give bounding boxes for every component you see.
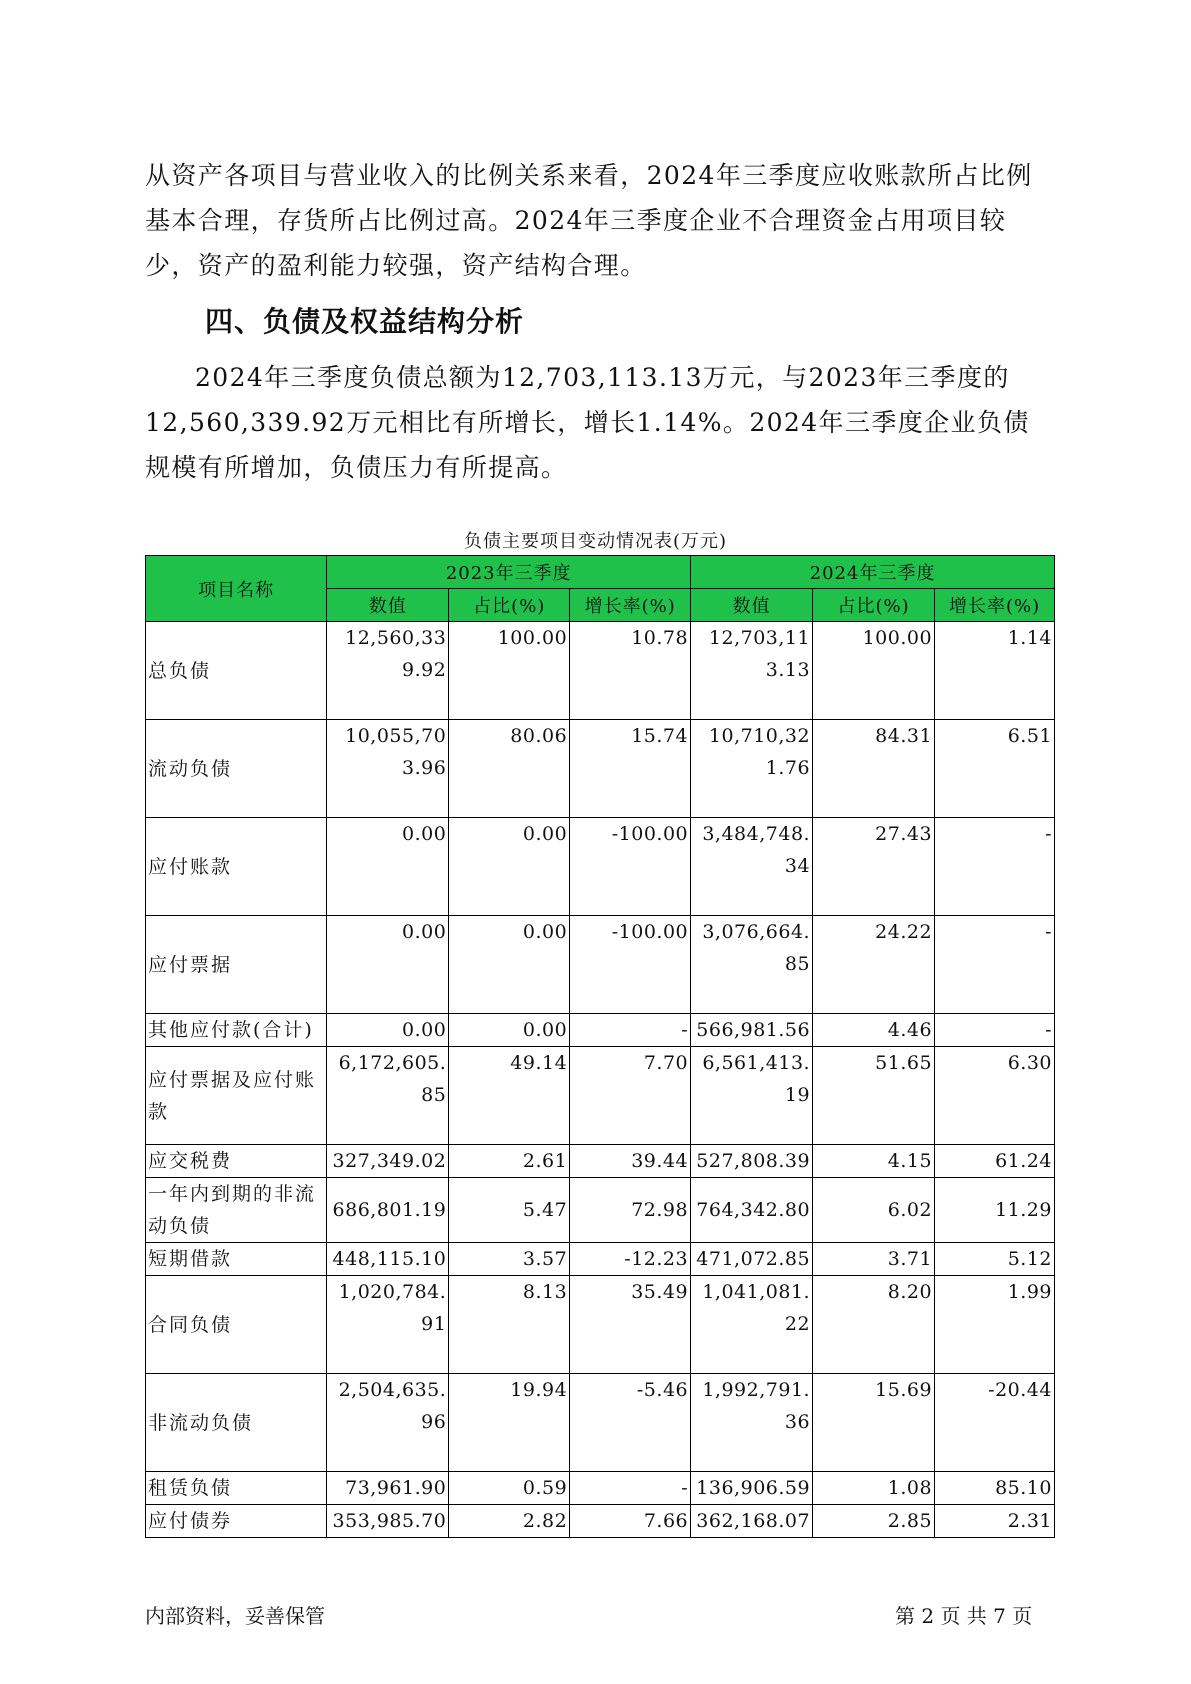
footer-confidential-note: 内部资料，妥善保管 <box>145 1604 325 1628</box>
value-2023: 448,115.10 <box>327 1243 449 1276</box>
growth-2023: 15.74 <box>570 720 691 818</box>
value-2023: 0.00 <box>327 916 449 1014</box>
value-2024: 566,981.56 <box>691 1014 813 1047</box>
value-2023: 1,020,784.91 <box>327 1276 449 1374</box>
value-2023: 353,985.70 <box>327 1505 449 1538</box>
value-2024: 136,906.59 <box>691 1472 813 1505</box>
row-label: 一年内到期的非流动负债 <box>146 1178 327 1243</box>
growth-2023: - <box>570 1472 691 1505</box>
share-2024: 2.85 <box>813 1505 935 1538</box>
table-row <box>146 1178 1055 1243</box>
header-item-name: 项目名称 <box>146 556 327 622</box>
paragraph-liability-summary: 2024年三季度负债总额为12,703,113.13万元，与2023年三季度的12,560,339.92万元相比有所增长，增长1.14%。2024年三季度企业负债规模有所增加，负债压力有所提高。 <box>145 363 1030 482</box>
table-row <box>146 1014 1055 1047</box>
value-2024: 1,041,081.22 <box>691 1276 813 1374</box>
footer-page-number: 第 2 页 共 7 页 <box>895 1604 1033 1628</box>
growth-2023: -5.46 <box>570 1374 691 1472</box>
row-label: 应付票据及应付账款 <box>146 1047 327 1145</box>
share-2024: 51.65 <box>813 1047 935 1145</box>
share-2024: 4.15 <box>813 1145 935 1178</box>
table-row <box>146 1505 1055 1538</box>
value-2024: 3,484,748.34 <box>691 818 813 916</box>
row-label: 总负债 <box>146 622 327 720</box>
value-2024: 3,076,664.85 <box>691 916 813 1014</box>
row-label: 应付票据 <box>146 916 327 1014</box>
row-label: 应交税费 <box>146 1145 327 1178</box>
row-label: 流动负债 <box>146 720 327 818</box>
value-2023: 6,172,605.85 <box>327 1047 449 1145</box>
share-2024: 100.00 <box>813 622 935 720</box>
header-share-2023: 占比(%) <box>449 589 570 622</box>
growth-2024: - <box>935 916 1055 1014</box>
growth-2023: 10.78 <box>570 622 691 720</box>
value-2023: 12,560,339.92 <box>327 622 449 720</box>
table-caption: 负债主要项目变动情况表(万元) <box>463 531 728 552</box>
share-2023: 2.82 <box>449 1505 570 1538</box>
share-2024: 4.46 <box>813 1014 935 1047</box>
row-label: 其他应付款(合计) <box>146 1014 327 1047</box>
growth-2023: -100.00 <box>570 916 691 1014</box>
table-row <box>146 1374 1055 1472</box>
share-2024: 1.08 <box>813 1472 935 1505</box>
share-2023: 19.94 <box>449 1374 570 1472</box>
share-2024: 3.71 <box>813 1243 935 1276</box>
growth-2024: 11.29 <box>935 1178 1055 1243</box>
growth-2024: 1.99 <box>935 1276 1055 1374</box>
share-2023: 100.00 <box>449 622 570 720</box>
header-growth-2024: 增长率(%) <box>935 589 1055 622</box>
table-row <box>146 622 1055 720</box>
table-row <box>146 1047 1055 1145</box>
share-2023: 0.00 <box>449 818 570 916</box>
share-2023: 5.47 <box>449 1178 570 1243</box>
value-2024: 527,808.39 <box>691 1145 813 1178</box>
table-row <box>146 1243 1055 1276</box>
value-2023: 10,055,703.96 <box>327 720 449 818</box>
share-2023: 49.14 <box>449 1047 570 1145</box>
row-label: 应付账款 <box>146 818 327 916</box>
growth-2024: 61.24 <box>935 1145 1055 1178</box>
row-label: 非流动负债 <box>146 1374 327 1472</box>
growth-2024: 1.14 <box>935 622 1055 720</box>
growth-2023: 72.98 <box>570 1178 691 1243</box>
growth-2024: - <box>935 1014 1055 1047</box>
growth-2024: 85.10 <box>935 1472 1055 1505</box>
value-2024: 6,561,413.19 <box>691 1047 813 1145</box>
growth-2023: - <box>570 1014 691 1047</box>
table-row <box>146 916 1055 1014</box>
value-2024: 1,992,791.36 <box>691 1374 813 1472</box>
share-2023: 8.13 <box>449 1276 570 1374</box>
growth-2023: 7.66 <box>570 1505 691 1538</box>
table-row <box>146 818 1055 916</box>
share-2023: 80.06 <box>449 720 570 818</box>
value-2023: 0.00 <box>327 818 449 916</box>
growth-2024: 6.51 <box>935 720 1055 818</box>
share-2024: 27.43 <box>813 818 935 916</box>
share-2024: 84.31 <box>813 720 935 818</box>
table-row <box>146 1145 1055 1178</box>
row-label: 租赁负债 <box>146 1472 327 1505</box>
share-2024: 6.02 <box>813 1178 935 1243</box>
value-2024: 764,342.80 <box>691 1178 813 1243</box>
share-2024: 24.22 <box>813 916 935 1014</box>
growth-2024: - <box>935 818 1055 916</box>
header-growth-2023: 增长率(%) <box>570 589 691 622</box>
growth-2023: 35.49 <box>570 1276 691 1374</box>
value-2023: 686,801.19 <box>327 1178 449 1243</box>
value-2023: 327,349.02 <box>327 1145 449 1178</box>
value-2024: 12,703,113.13 <box>691 622 813 720</box>
value-2024: 362,168.07 <box>691 1505 813 1538</box>
share-2023: 0.00 <box>449 1014 570 1047</box>
share-2023: 0.00 <box>449 916 570 1014</box>
paragraph-asset-analysis: 从资产各项目与营业收入的比例关系来看，2024年三季度应收账款所占比例基本合理，存货所占比例过高。2024年三季度企业不合理资金占用项目较少，资产的盈利能力较强，资产结构合理。 <box>145 161 1033 280</box>
table-row <box>146 720 1055 818</box>
value-2023: 73,961.90 <box>327 1472 449 1505</box>
value-2023: 2,504,635.96 <box>327 1374 449 1472</box>
header-share-2024: 占比(%) <box>813 589 935 622</box>
growth-2023: -100.00 <box>570 818 691 916</box>
growth-2023: 7.70 <box>570 1047 691 1145</box>
growth-2024: -20.44 <box>935 1374 1055 1472</box>
growth-2023: -12.23 <box>570 1243 691 1276</box>
growth-2023: 39.44 <box>570 1145 691 1178</box>
header-period-2024: 2024年三季度 <box>691 556 1055 589</box>
liability-table <box>145 555 1055 1538</box>
share-2023: 2.61 <box>449 1145 570 1178</box>
row-label: 应付债券 <box>146 1505 327 1538</box>
share-2024: 15.69 <box>813 1374 935 1472</box>
growth-2024: 2.31 <box>935 1505 1055 1538</box>
value-2024: 10,710,321.76 <box>691 720 813 818</box>
growth-2024: 6.30 <box>935 1047 1055 1145</box>
table-row <box>146 1276 1055 1374</box>
row-label: 合同负债 <box>146 1276 327 1374</box>
share-2024: 8.20 <box>813 1276 935 1374</box>
header-value-2024: 数值 <box>691 589 813 622</box>
header-period-2023: 2023年三季度 <box>327 556 691 589</box>
share-2023: 3.57 <box>449 1243 570 1276</box>
share-2023: 0.59 <box>449 1472 570 1505</box>
value-2024: 471,072.85 <box>691 1243 813 1276</box>
growth-2024: 5.12 <box>935 1243 1055 1276</box>
table-row <box>146 1472 1055 1505</box>
value-2023: 0.00 <box>327 1014 449 1047</box>
header-value-2023: 数值 <box>327 589 449 622</box>
section-heading: 四、负债及权益结构分析 <box>205 305 525 338</box>
row-label: 短期借款 <box>146 1243 327 1276</box>
